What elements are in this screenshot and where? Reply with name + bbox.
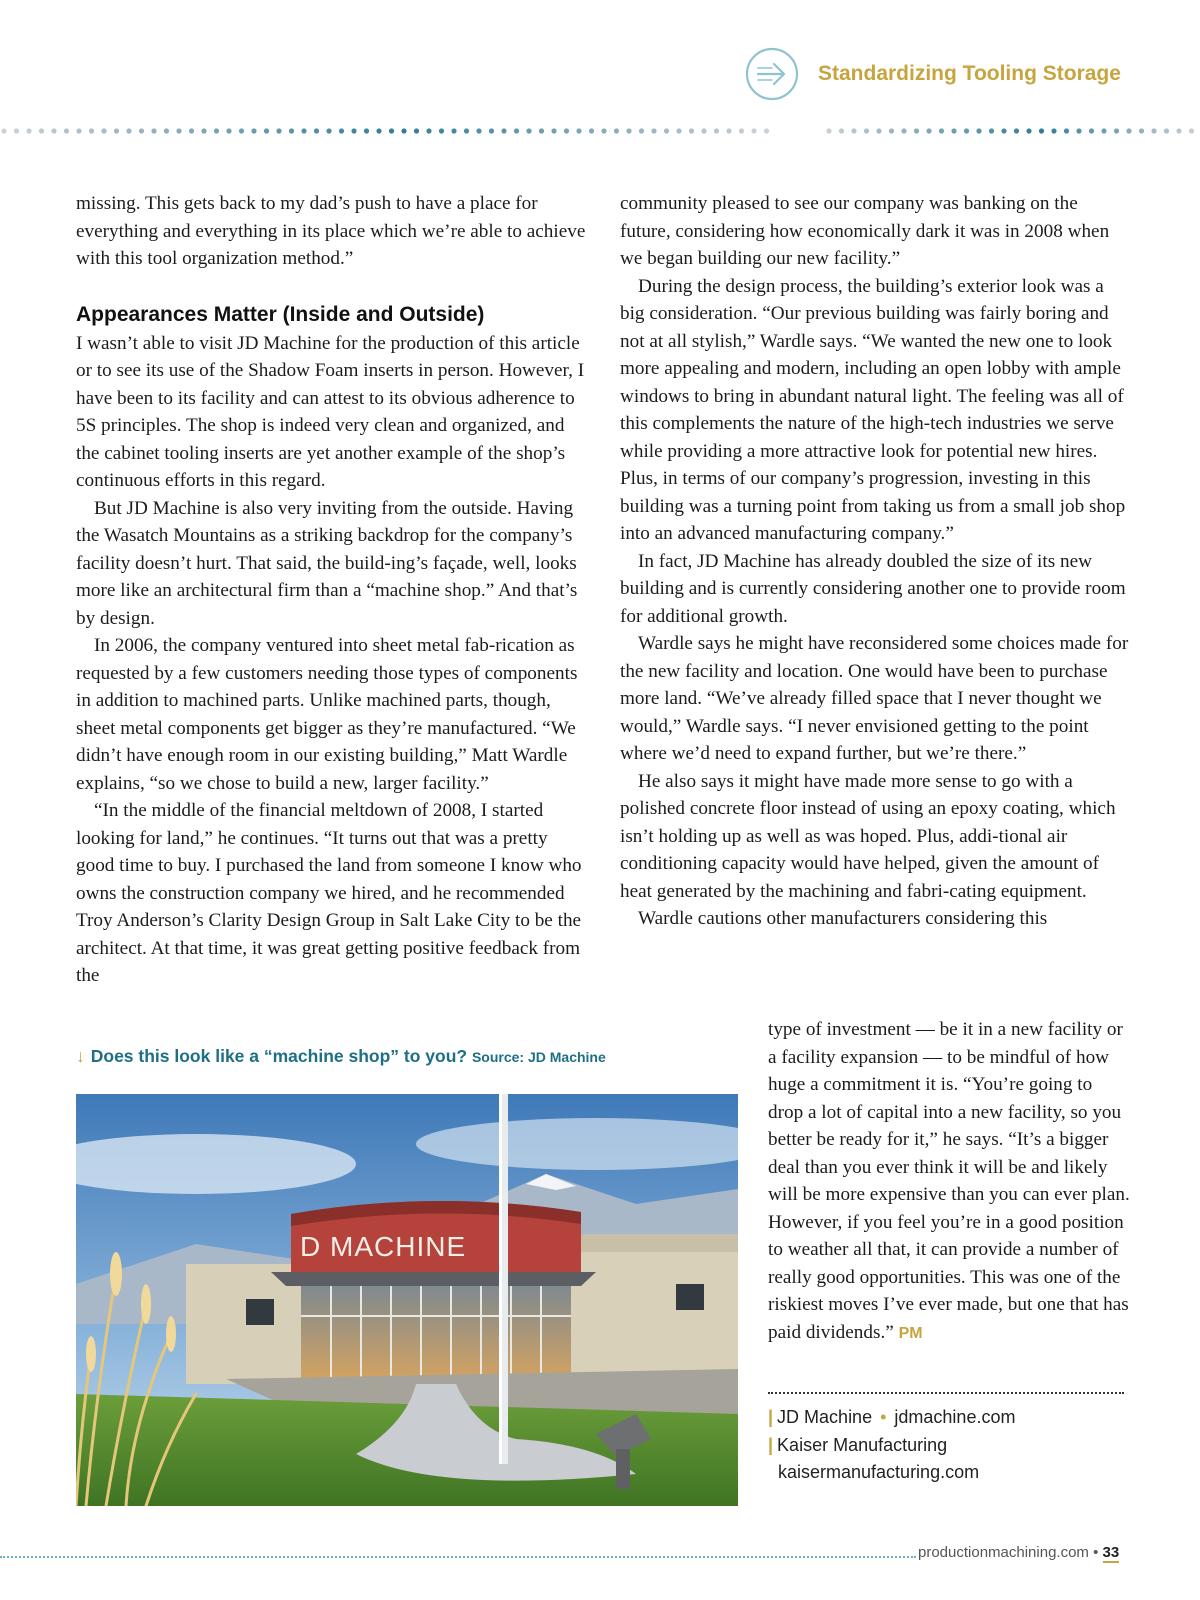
rule-dot — [614, 128, 619, 133]
rule-dot — [864, 128, 869, 133]
rule-dot — [1176, 128, 1181, 133]
rule-dot — [939, 128, 944, 133]
article-right-column — [620, 190, 1130, 933]
article-left-column — [76, 190, 586, 990]
rule-dot — [876, 128, 881, 133]
rule-dot — [326, 128, 331, 133]
section-title: Standardizing Tooling Storage — [818, 62, 1121, 85]
rule-dot — [639, 128, 644, 133]
caption-source: Source: JD Machine — [471, 1049, 606, 1065]
rule-dot — [714, 128, 719, 133]
section-heading: Appearances Matter (Inside and Outside) — [76, 302, 485, 326]
rule-dot — [726, 128, 731, 133]
site-url[interactable]: productionmachining.com — [918, 1544, 1089, 1561]
rule-dot — [351, 128, 356, 133]
rule-dot — [376, 128, 381, 133]
rule-dot — [914, 128, 919, 133]
rule-dot — [689, 128, 694, 133]
rule-dot — [226, 128, 231, 133]
rule-dot — [64, 128, 69, 133]
rule-dot — [1014, 128, 1019, 133]
rule-dot — [1039, 128, 1044, 133]
arrow-circle-icon — [744, 46, 800, 102]
rule-dot — [414, 128, 419, 133]
rule-dot — [514, 128, 519, 133]
rule-dot — [576, 128, 581, 133]
rule-dot — [1089, 128, 1094, 133]
rule-dot — [1151, 128, 1156, 133]
rule-dot — [526, 128, 531, 133]
rule-dot — [1076, 128, 1081, 133]
rule-dot — [264, 128, 269, 133]
rule-dot — [26, 128, 31, 133]
rule-dot — [476, 128, 481, 133]
company-url[interactable]: jdmachine.com — [894, 1407, 1016, 1427]
rule-dot — [1, 128, 6, 133]
rule-dot — [851, 128, 856, 133]
list-item — [768, 1432, 1148, 1460]
paragraph: Wardle cautions other manufacturers considering this — [638, 908, 1048, 929]
rule-dot — [189, 128, 194, 133]
rule-dot — [1051, 128, 1056, 133]
rule-dot — [951, 128, 956, 133]
photo-caption — [76, 1046, 696, 1067]
rule-dot — [1139, 128, 1144, 133]
rule-dot — [239, 128, 244, 133]
paragraph: During the design process, the building’s exterior look was a big consideration. “Our previous building was fairly boring and not at all stylish,” Wardle says. “We wanted the new one to look more appealing and modern, including an open lobby with ample windows to bring in abundant natural light. The feeling was all of this complements the nature of the high-tech industries we serve while providing a more attractive look for potential new hires. Plus, in terms of our company’s progression, investing in this building was a turning point from taking us from a small job shop into an advanced manufacturing company.” — [620, 275, 1126, 544]
paragraph: He also says it might have made more sense to go with a polished concrete floor instead of using an epoxy coating, which isn’t holding up as well as was hoped. Plus, addi-tional air conditioning capacity would have helped, given the amount of heat generated by the machining and fabri-cating equipment. — [620, 770, 1116, 902]
separator-dot: • — [1093, 1544, 1099, 1561]
rule-dot — [401, 128, 406, 133]
bullet-bar: | — [768, 1434, 774, 1455]
rule-dot — [101, 128, 106, 133]
resources-divider — [768, 1392, 1124, 1394]
paragraph: In fact, JD Machine has already doubled the size of its new building and is currently considering another one to provide room for additional growth. — [620, 550, 1126, 627]
rule-dot — [901, 128, 906, 133]
footer-dot-rule — [0, 1556, 916, 1558]
rule-dot — [164, 128, 169, 133]
resources-list — [768, 1404, 1148, 1487]
rule-dot — [139, 128, 144, 133]
company-name: Kaiser Manufacturing — [777, 1434, 948, 1455]
rule-dot — [1164, 128, 1169, 133]
paragraph: community pleased to see our company was banking on the future, considering how economically dark it was in 2008 when we began building our new facility.” — [620, 193, 1110, 269]
paragraph: missing. This gets back to my dad’s push to have a place for everything and everything in its place which we’re able to achieve with this tool organization method.” — [76, 193, 586, 269]
building-sign: D MACHINE — [300, 1231, 467, 1262]
rule-dot — [1001, 128, 1006, 133]
rule-dot — [651, 128, 656, 133]
rule-dot — [539, 128, 544, 133]
rule-dot — [826, 128, 831, 133]
rule-dot — [564, 128, 569, 133]
rule-dot — [426, 128, 431, 133]
rule-dot — [926, 128, 931, 133]
rule-dot — [89, 128, 94, 133]
rule-dot — [339, 128, 344, 133]
down-arrow-icon: ↓ — [76, 1046, 85, 1066]
rule-dot — [589, 128, 594, 133]
rule-dot — [439, 128, 444, 133]
caption-text: Does this look like a “machine shop” to you? — [90, 1046, 468, 1066]
rule-dot — [364, 128, 369, 133]
separator-dot: • — [880, 1407, 887, 1427]
rule-dot — [51, 128, 56, 133]
rule-dot — [1189, 128, 1194, 133]
company-name: JD Machine — [777, 1407, 873, 1427]
paragraph: In 2006, the company ventured into sheet metal fab-rication as requested by a few customers needing those types of components in addition to machined parts. Unlike machined parts, though, sheet metal components get bigger as they’re manufactured. “We didn’t have enough room in our existing building,” Matt Wardle explains, “so we chose to build a new, larger facility.” — [76, 635, 578, 794]
rule-dot — [214, 128, 219, 133]
rule-dot — [839, 128, 844, 133]
page-number: 33 — [1102, 1544, 1120, 1561]
rule-dot — [251, 128, 256, 133]
rule-dot — [126, 128, 131, 133]
rule-dot — [176, 128, 181, 133]
rule-dot — [889, 128, 894, 133]
company-url[interactable]: kaisermanufacturing.com — [778, 1462, 980, 1482]
rule-dot — [151, 128, 156, 133]
article-right-column-continued — [768, 1016, 1130, 1347]
rule-dot — [39, 128, 44, 133]
bullet-bar: | — [768, 1407, 774, 1427]
rule-dot — [976, 128, 981, 133]
list-item — [768, 1404, 1148, 1432]
end-mark: PM — [898, 1324, 923, 1342]
rule-dot — [701, 128, 706, 133]
rule-dot — [626, 128, 631, 133]
rule-dot — [1026, 128, 1031, 133]
rule-dot — [201, 128, 206, 133]
paragraph: Wardle says he might have reconsidered some choices made for the new facility and location. One would have been to purchase more land. “We’ve already filled space that I never thought we would,” Wardle says. “I never envisioned getting to the point where we’d need to expand further, but we’re there.” — [620, 633, 1129, 764]
paragraph: I wasn’t able to visit JD Machine for the production of this article or to see its use of the Shadow Foam inserts in person. However, I have been to its facility and can attest to its obvious adherence to 5S principles. The shop is indeed very clean and organized, and the cabinet tooling inserts are yet another example of the shop’s continuous efforts in this regard. — [76, 332, 585, 491]
rule-dot — [751, 128, 756, 133]
page-footer — [918, 1544, 1119, 1561]
rule-dot — [1126, 128, 1131, 133]
rule-dot — [551, 128, 556, 133]
rule-dot — [289, 128, 294, 133]
rule-dot — [1114, 128, 1119, 133]
rule-dot — [489, 128, 494, 133]
rule-dot — [989, 128, 994, 133]
rule-dot — [389, 128, 394, 133]
rule-dot — [664, 128, 669, 133]
rule-dot — [1101, 128, 1106, 133]
rule-dot — [601, 128, 606, 133]
rule-dot — [501, 128, 506, 133]
rule-dot — [676, 128, 681, 133]
building-photo — [76, 1094, 738, 1506]
rule-dot — [76, 128, 81, 133]
rule-dot — [114, 128, 119, 133]
rule-dot — [1064, 128, 1069, 133]
rule-dot — [276, 128, 281, 133]
paragraph: But JD Machine is also very inviting from the outside. Having the Wasatch Mountains as a striking backdrop for the company’s facility doesn’t hurt. That said, the build-ing’s façade, well, looks more like an architectural firm than a “machine shop.” And that’s by design. — [76, 497, 578, 629]
rule-dot — [739, 128, 744, 133]
rule-dot — [764, 128, 769, 133]
rule-dot — [464, 128, 469, 133]
rule-dot — [964, 128, 969, 133]
rule-dot — [301, 128, 306, 133]
rule-dot — [14, 128, 19, 133]
paragraph: type of investment — be it in a new facility or a facility expansion — to be mindful of how huge a commitment it is. “You’re going to drop a lot of capital into a new facility, so you better be ready for it,” he says. “It’s a bigger deal than you ever think it will be and likely will be more expensive than you can ever plan. However, if you feel you’re in a good position to weather all that, it can provide a number of really good opportunities. This was one of the riskiest moves I’ve ever made, but one that has paid dividends.” — [768, 1019, 1130, 1343]
rule-dot — [451, 128, 456, 133]
header-dot-rule — [0, 124, 1200, 138]
paragraph: “In the middle of the financial meltdown of 2008, I started looking for land,” he continues. “It turns out that was a pretty good time to buy. I purchased the land from someone I know who owns the construction company we hired, and he recommended Troy Anderson’s Clarity Design Group in Salt Lake City to be the architect. At that time, it was great getting positive feedback from the — [76, 800, 582, 986]
rule-dot — [314, 128, 319, 133]
